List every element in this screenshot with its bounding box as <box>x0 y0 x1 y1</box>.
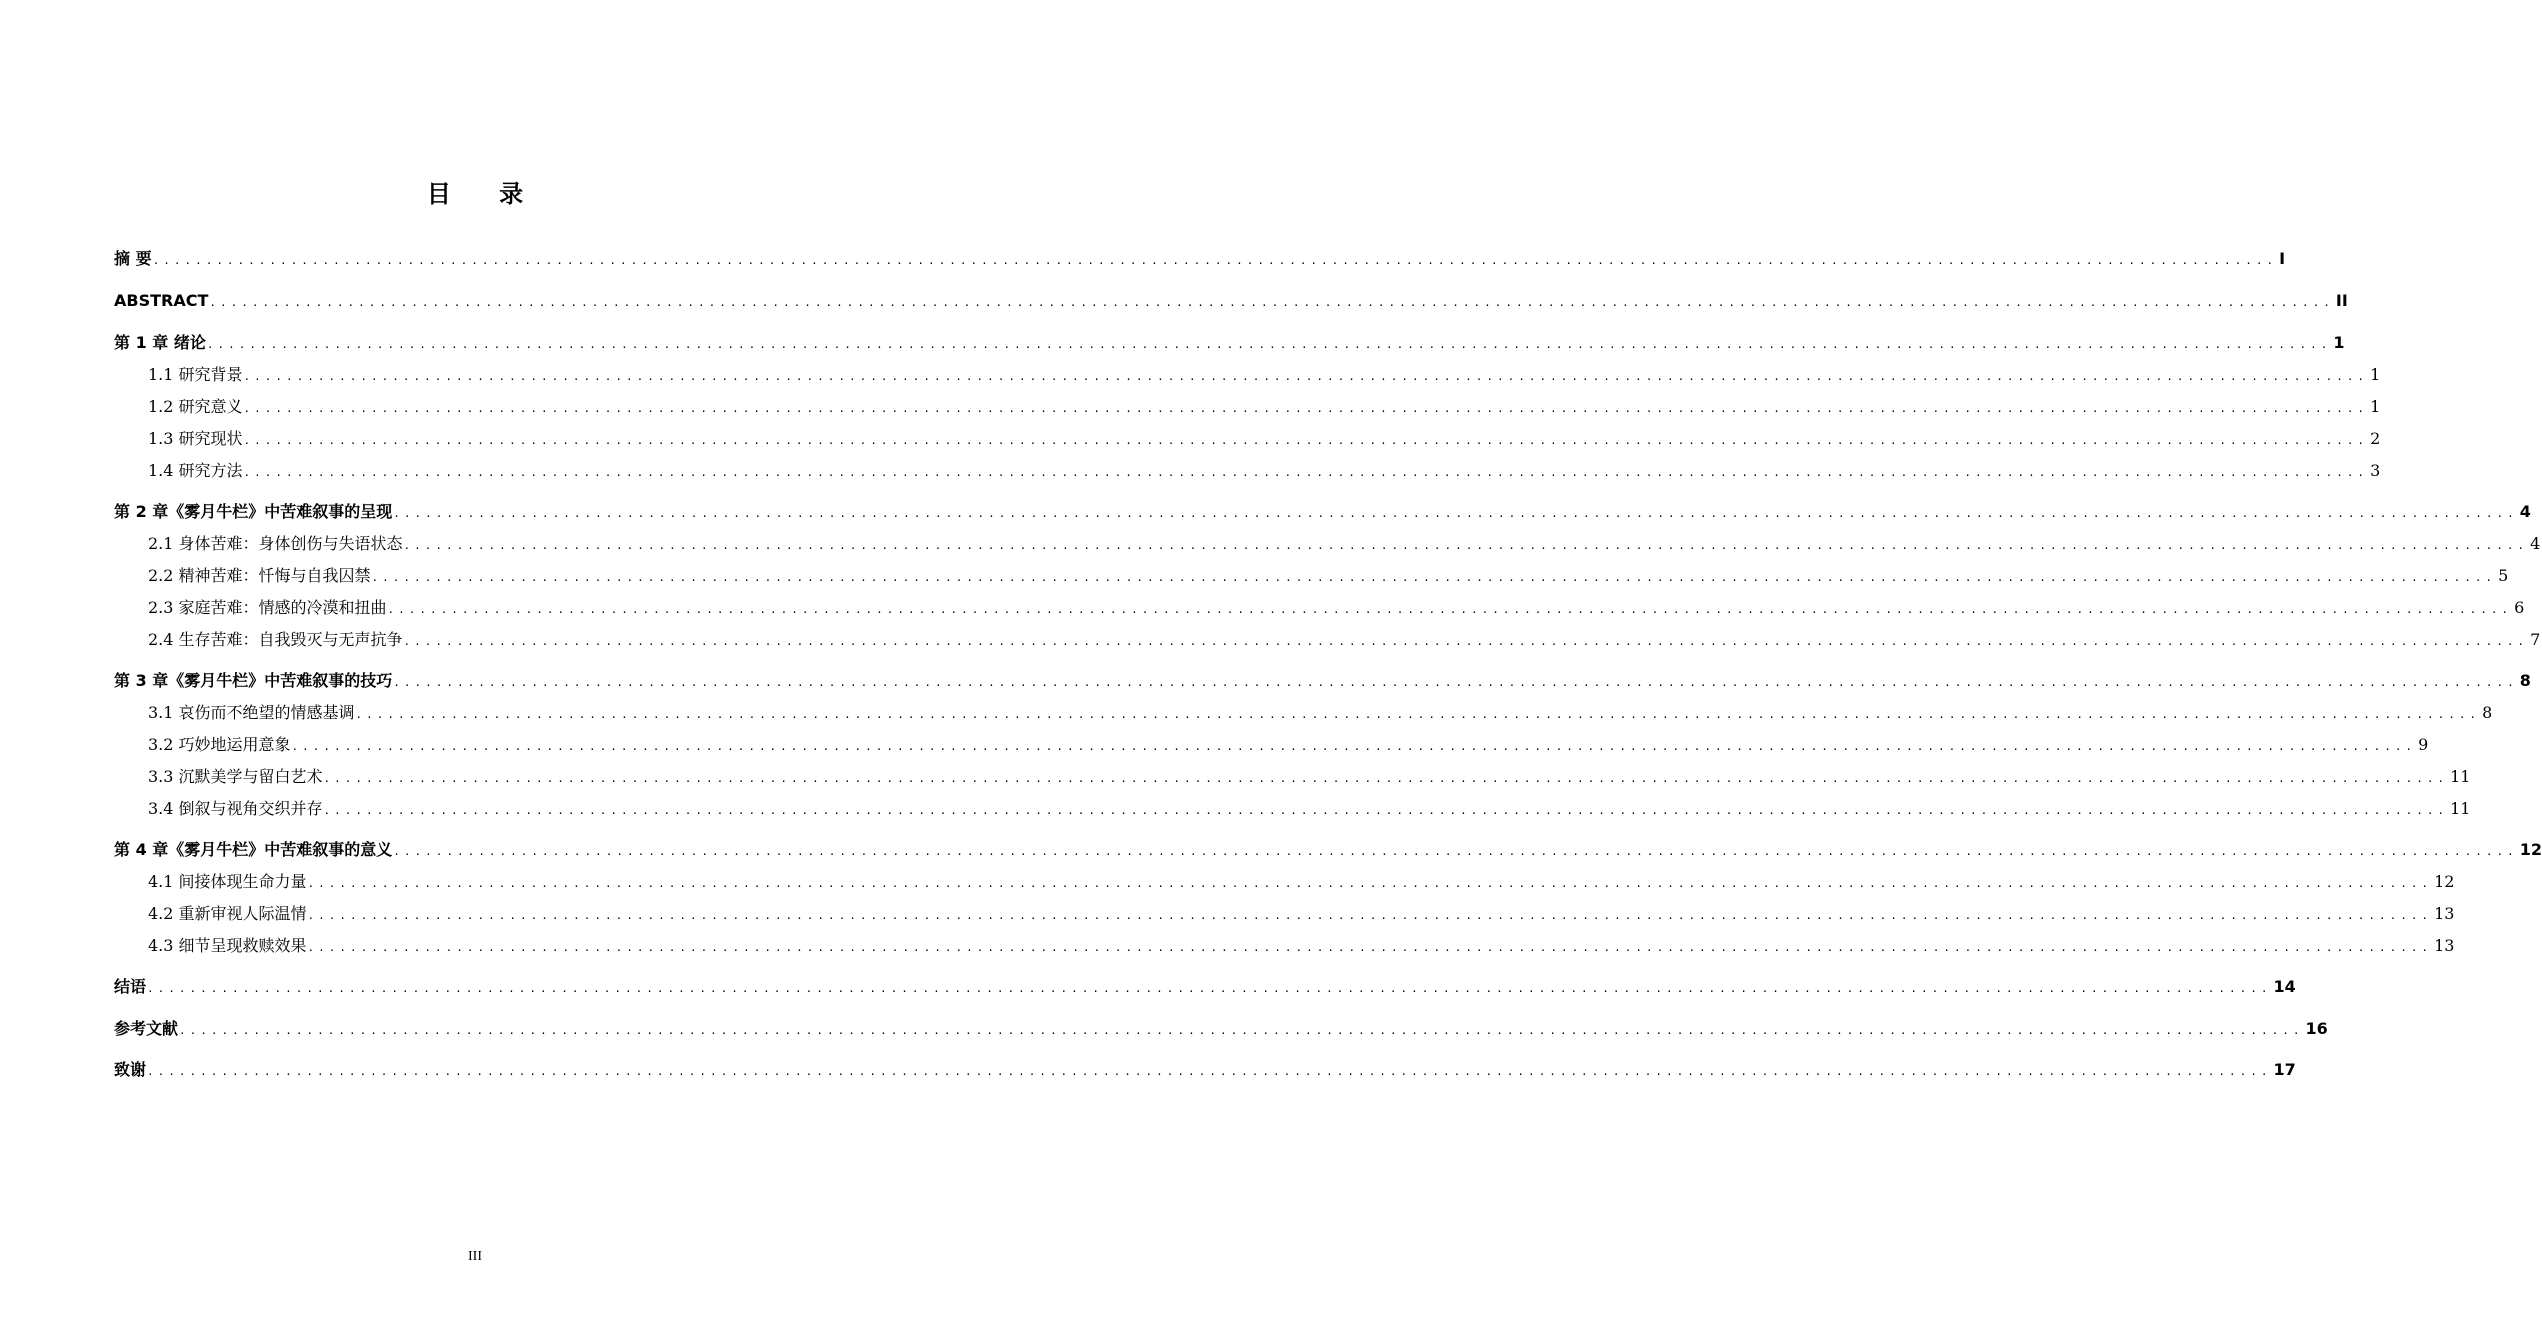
toc-entry-page: 13 <box>2434 936 2455 955</box>
toc-entry-label: 2.4 生存苦难：自我毁灭与无声抗争 <box>148 630 403 649</box>
toc-entry-label: 1.4 研究方法 <box>148 461 243 480</box>
toc-entry-label: 1.1 研究背景 <box>148 365 243 384</box>
toc-entry-label: 1.2 研究意义 <box>148 397 243 416</box>
toc-entry-section-3-4[interactable] <box>114 796 2471 820</box>
toc-entry-label: 4.1 间接体现生命力量 <box>148 872 307 891</box>
dot-leader: ........................................................................................................................................................................................................ <box>152 254 2278 267</box>
dot-leader: ........................................................................................................................................................................................................ <box>393 845 2518 858</box>
toc-entry-page: II <box>2335 291 2348 310</box>
toc-entry-label: 2.3 家庭苦难：情感的冷漠和扭曲 <box>148 598 387 617</box>
dot-leader: ........................................................................................................................................................................................................ <box>355 708 2481 721</box>
dot-leader: ........................................................................................................................................................................................................ <box>393 676 2518 689</box>
toc-entry-section-1-2[interactable] <box>114 394 2381 418</box>
toc-entry-chapter-2[interactable] <box>114 499 2531 523</box>
toc-entry-page: 14 <box>2273 977 2296 996</box>
toc-entry-label: 1.3 研究现状 <box>148 429 243 448</box>
dot-leader: ........................................................................................................................................................................................................ <box>371 571 2497 584</box>
toc-entry-label: 3.1 哀伤而不绝望的情感基调 <box>148 703 355 722</box>
toc-entry-section-1-1[interactable] <box>114 362 2381 386</box>
toc-entry-page: 5 <box>2498 566 2509 585</box>
dot-leader: ........................................................................................................................................................................................................ <box>387 603 2513 616</box>
toc-entry-page: 8 <box>2519 671 2531 690</box>
dot-leader: ........................................................................................................................................................................................................ <box>403 635 2529 648</box>
dot-leader: ........................................................................................................................................................................................................ <box>206 338 2332 351</box>
toc-entry-page: 17 <box>2273 1060 2296 1079</box>
toc-entry-abstract-cn[interactable] <box>114 246 2286 270</box>
toc-entry-chapter-4[interactable] <box>114 837 2542 861</box>
toc-entry-page: 3 <box>2370 461 2381 480</box>
toc-entry-page: 4 <box>2519 502 2531 521</box>
toc-entry-page: 1 <box>2370 365 2381 384</box>
toc-entry-chapter-1[interactable] <box>114 330 2345 354</box>
toc-entry-page: 11 <box>2450 799 2471 818</box>
toc-entry-page: 13 <box>2434 904 2455 923</box>
toc-entry-page: 12 <box>2519 840 2542 859</box>
toc-entry-acknowledgements[interactable] <box>114 1057 2296 1081</box>
toc-entry-label: 2.1 身体苦难：身体创伤与失语状态 <box>148 534 403 553</box>
toc-entry-label: ABSTRACT <box>114 291 209 310</box>
toc-entry-page: 9 <box>2418 735 2429 754</box>
toc-entry-page: 16 <box>2305 1019 2328 1038</box>
dot-leader: ........................................................................................................................................................................................................ <box>291 740 2417 753</box>
toc-entry-label: 第 2 章《雾月牛栏》中苦难叙事的呈现 <box>114 502 393 521</box>
toc-entry-section-3-3[interactable] <box>114 764 2471 788</box>
toc-entry-label: 摘 要 <box>114 249 152 268</box>
toc-entry-label: 致谢 <box>114 1060 147 1079</box>
page-number-footer: III <box>468 1249 482 1264</box>
toc-entry-section-3-1[interactable] <box>114 700 2493 724</box>
toc-entry-section-2-3[interactable] <box>114 595 2525 619</box>
toc-entry-page: 1 <box>2333 333 2345 352</box>
toc-entry-label: 第 3 章《雾月牛栏》中苦难叙事的技巧 <box>114 671 393 690</box>
toc-entry-section-4-1[interactable] <box>114 869 2455 893</box>
dot-leader: ........................................................................................................................................................................................................ <box>393 507 2518 520</box>
dot-leader: ........................................................................................................................................................................................................ <box>243 370 2369 383</box>
dot-leader: ........................................................................................................................................................................................................ <box>147 1065 2272 1078</box>
dot-leader: ........................................................................................................................................................................................................ <box>307 941 2433 954</box>
dot-leader: ........................................................................................................................................................................................................ <box>147 982 2272 995</box>
dot-leader: ........................................................................................................................................................................................................ <box>243 434 2369 447</box>
toc-entry-label: 第 1 章 绪论 <box>114 333 206 352</box>
toc-entry-label: 3.2 巧妙地运用意象 <box>148 735 291 754</box>
toc-entry-label: 4.2 重新审视人际温情 <box>148 904 307 923</box>
toc-entry-section-1-3[interactable] <box>114 426 2381 450</box>
toc-entry-page: 11 <box>2450 767 2471 786</box>
toc-entry-label: 结语 <box>114 977 147 996</box>
toc-entry-page: 6 <box>2514 598 2525 617</box>
dot-leader: ........................................................................................................................................................................................................ <box>403 539 2529 552</box>
toc-entry-page: I <box>2279 249 2286 268</box>
toc-entry-label: 第 4 章《雾月牛栏》中苦难叙事的意义 <box>114 840 393 859</box>
dot-leader: ........................................................................................................................................................................................................ <box>243 402 2369 415</box>
toc-entry-page: 12 <box>2434 872 2455 891</box>
dot-leader: ........................................................................................................................................................................................................ <box>243 466 2369 479</box>
toc-entry-label: 参考文献 <box>114 1019 179 1038</box>
dot-leader: ........................................................................................................................................................................................................ <box>179 1024 2304 1037</box>
toc-entry-label: 3.3 沉默美学与留白艺术 <box>148 767 323 786</box>
dot-leader: ........................................................................................................................................................................................................ <box>307 877 2433 890</box>
dot-leader: ........................................................................................................................................................................................................ <box>307 909 2433 922</box>
toc-entry-page: 7 <box>2530 630 2541 649</box>
toc-entry-abstract-en[interactable] <box>114 288 2348 312</box>
toc-entry-label: 4.3 细节呈现救赎效果 <box>148 936 307 955</box>
dot-leader: ........................................................................................................................................................................................................ <box>323 772 2449 785</box>
toc-entry-label: 3.4 倒叙与视角交织并存 <box>148 799 323 818</box>
toc-entry-page: 4 <box>2530 534 2541 553</box>
toc-entry-chapter-3[interactable] <box>114 668 2531 692</box>
dot-leader: ........................................................................................................................................................................................................ <box>323 804 2449 817</box>
toc-entry-page: 8 <box>2482 703 2493 722</box>
toc-entry-conclusion[interactable] <box>114 974 2296 998</box>
toc-entry-references[interactable] <box>114 1016 2328 1040</box>
toc-entry-section-2-4[interactable] <box>114 627 2541 651</box>
toc-entry-section-4-2[interactable] <box>114 901 2455 925</box>
dot-leader: ........................................................................................................................................................................................................ <box>209 296 2334 309</box>
toc-entry-section-3-2[interactable] <box>114 732 2429 756</box>
toc-entry-label: 2.2 精神苦难：忏悔与自我囚禁 <box>148 566 371 585</box>
page-title: 目 录 <box>426 180 544 208</box>
toc-entry-section-1-4[interactable] <box>114 458 2381 482</box>
toc-entry-section-2-1[interactable] <box>114 531 2541 555</box>
toc-entry-section-2-2[interactable] <box>114 563 2509 587</box>
toc-entry-page: 1 <box>2370 397 2381 416</box>
toc-entry-page: 2 <box>2370 429 2381 448</box>
toc-entry-section-4-3[interactable] <box>114 933 2455 957</box>
